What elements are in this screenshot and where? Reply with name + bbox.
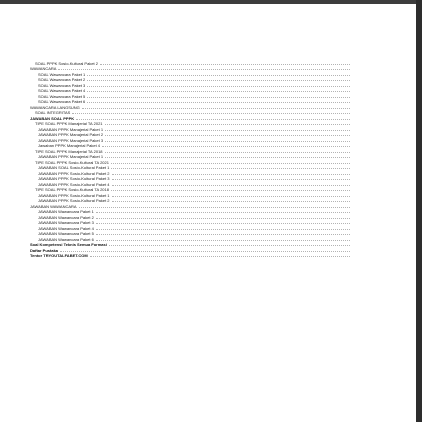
toc-entry-label: JAWABAN PPPK Sosio-Kultural Paket 1 — [38, 192, 110, 198]
toc-entry-label: JAWABAN Wawancara Paket 1 — [38, 209, 94, 214]
toc-entry-label: JAWABAN PPPK Sosio-Kultural Paket 3 — [38, 176, 110, 181]
toc-entry-label: JAWABAN PPPK Manajerial Paket 1 — [38, 154, 104, 159]
dot-leader — [87, 93, 350, 98]
toc-entry-label: TIPE SOAL PPPK Manajerial TA 2021 — [35, 121, 103, 126]
dot-leader — [105, 154, 350, 159]
dot-leader — [96, 236, 350, 241]
dot-leader — [112, 181, 350, 186]
dot-leader — [96, 220, 350, 225]
dot-leader — [112, 198, 350, 203]
dot-leader — [87, 99, 350, 104]
dot-leader — [100, 60, 350, 65]
toc-entry[interactable] — [30, 253, 350, 259]
toc-entry-label: SOAL Wawancara Paket 3 — [38, 82, 86, 88]
toc-entry-label: SOAL Wawancara Paket 5 — [38, 93, 86, 99]
dot-leader — [79, 203, 350, 208]
toc-entry-label: Tentor TRYOUTALFABET.COM — [30, 253, 88, 258]
dot-leader — [90, 253, 350, 258]
dot-leader — [96, 225, 350, 230]
toc-entry-label: JAWABAN Wawancara Paket 2 — [38, 214, 94, 220]
toc-entry-label: JAWABAN SOAL PPPK — [30, 115, 75, 121]
scrollbar[interactable] — [416, 0, 422, 422]
dot-leader — [87, 82, 350, 87]
toc-entry-label: TIPE SOAL PPPK Manajerial TA 2018 — [35, 148, 103, 154]
dot-leader — [76, 115, 350, 120]
dot-leader — [105, 132, 350, 137]
toc-entry-label: JAWABAN Wawancara Paket 3 — [38, 220, 94, 225]
toc-entry-label: JAWABAN SOAL Sosio-Kultural Paket 1 — [38, 165, 110, 170]
toc-entry-label: Jawaban PPPK Manajerial Paket 4 — [38, 143, 101, 148]
dot-leader — [58, 66, 350, 71]
dot-leader — [87, 88, 350, 93]
dot-leader — [105, 148, 350, 153]
dot-leader — [102, 143, 350, 148]
dot-leader — [111, 187, 350, 192]
toc-entry-label: JAWABAN PPPK Manajerial Paket 1 — [38, 126, 104, 132]
toc-entry-label: SOAL Wawancara Paket 2 — [38, 77, 86, 82]
dot-leader — [72, 110, 350, 115]
toc-entry-label: JAWABAN PPPK Sosio-Kultural Paket 2 — [38, 170, 110, 176]
toc-entry-label: JAWABAN WAWANCARA — [30, 203, 77, 209]
dot-leader — [111, 165, 350, 170]
toc-entry-label: SOAL Wawancara Paket 4 — [38, 88, 86, 93]
toc-entry-label: SOAL PPPK Sosio-Kultural Paket 2 — [35, 60, 98, 66]
dot-leader — [112, 170, 350, 175]
toc-entry-label: JAWABAN PPPK Manajerial Paket 2 — [38, 132, 104, 137]
dot-leader — [87, 71, 350, 76]
dot-leader — [112, 192, 350, 197]
toc-entry-label: SOAL Wawancara Paket 1 — [38, 71, 86, 77]
toc-entry-label: JAWABAN Wawancara Paket 4 — [38, 225, 94, 231]
toc-entry-label: JAWABAN PPPK Sosio-Kultural Paket 4 — [38, 181, 110, 187]
toc-entry-label: WAWANCARA — [30, 66, 57, 71]
toc-entry-label: WAWANCARA LANGSUNG — [30, 104, 80, 110]
toc-entry-label: JAWABAN PPPK Sosio-Kultural Paket 2 — [38, 198, 110, 203]
dot-leader — [105, 137, 350, 142]
dot-leader — [96, 214, 350, 219]
toc-entry-label: TIPE SOAL PPPK Sosio-Kultural TA 2018 — [35, 187, 109, 192]
toc-entry-label: SOAL Wawancara Paket 6 — [38, 99, 86, 104]
dot-leader — [96, 209, 350, 214]
toc-entry-label: JAWABAN PPPK Manajerial Paket 3 — [38, 137, 104, 143]
dot-leader — [60, 247, 350, 252]
toc-entry-label: SOAL INTEGRITAS — [35, 110, 71, 115]
dot-leader — [111, 159, 350, 164]
dot-leader — [109, 242, 350, 247]
toc-entry-label: TIPE SOAL PPPK Sosio-Kultural TA 2021 — [35, 159, 109, 165]
toc-entry-label: JAWABAN Wawancara Paket 5 — [38, 231, 94, 236]
dot-leader — [82, 104, 350, 109]
table-of-contents — [30, 60, 350, 258]
toc-entry-label: JAWABAN Wawancara Paket 6 — [38, 236, 94, 242]
dot-leader — [105, 126, 350, 131]
dot-leader — [96, 231, 350, 236]
document-page — [0, 4, 416, 422]
dot-leader — [87, 77, 350, 82]
dot-leader — [105, 121, 350, 126]
dot-leader — [112, 176, 350, 181]
toc-entry-label: Soal Kompetensi Teknis Semua Formasi — [30, 242, 107, 247]
toc-entry-label: Daftar Pustaka — [30, 247, 59, 253]
